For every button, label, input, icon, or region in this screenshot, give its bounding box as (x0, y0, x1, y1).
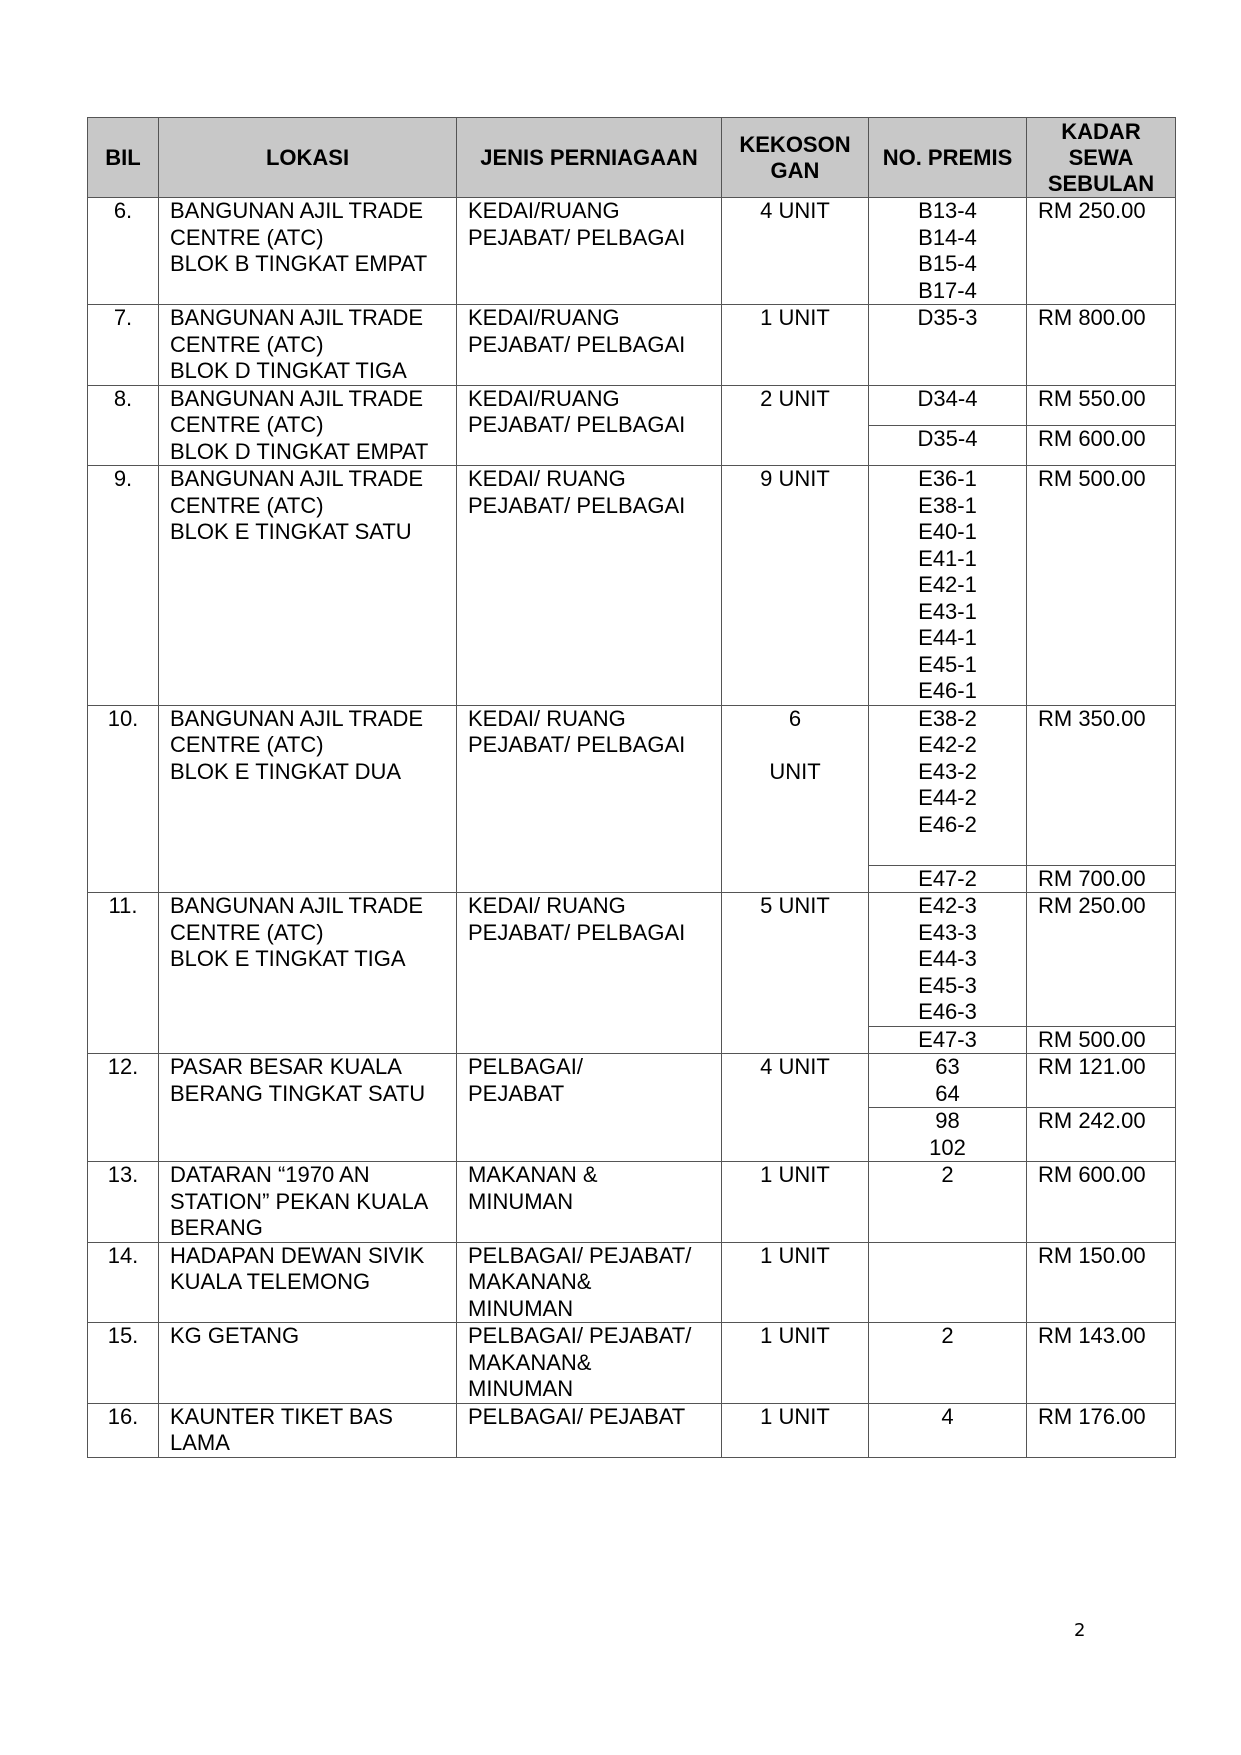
cell-kekosongan-line: 1 UNIT (760, 1403, 830, 1429)
cell-lokasi (159, 385, 457, 466)
cell-lokasi-line: BANGUNAN AJIL TRADE (170, 198, 424, 223)
cell-lokasi (159, 1054, 457, 1162)
cell-no-premis-line: E36-1 (918, 466, 977, 491)
cell-kekosongan (722, 198, 869, 305)
cell-jenis-perniagaan-line: PELBAGAI/ PEJABAT/ (468, 1242, 692, 1268)
cell-lokasi-line: BLOK E TINGKAT DUA (170, 758, 402, 784)
cell-kadar-sewa: RM 550.00 (1027, 385, 1176, 425)
table-row (88, 466, 1176, 706)
cell-kekosongan-line: 1 UNIT (760, 1323, 830, 1348)
cell-kekosongan (722, 893, 869, 1054)
cell-no-premis-line: E44-1 (918, 625, 977, 650)
cell-kekosongan (722, 1054, 869, 1162)
cell-no-premis-line: E40-1 (918, 519, 977, 544)
cell-no-premis-line: E41-1 (918, 545, 977, 571)
cell-jenis-perniagaan (457, 705, 722, 893)
cell-lokasi-line: PASAR BESAR KUALA (170, 1054, 402, 1079)
cell-no-premis-line: 2 (941, 1162, 954, 1187)
cell-no-premis-line: E42-2 (918, 732, 977, 757)
cell-lokasi-line: KUALA TELEMONG (170, 1269, 371, 1294)
vacancy-rental-table (87, 117, 1176, 1458)
cell-lokasi (159, 198, 457, 305)
cell-no-premis (869, 1403, 1027, 1457)
cell-no-premis-line: E47-2 (918, 865, 977, 891)
cell-lokasi (159, 705, 457, 893)
cell-bil: 11. (88, 893, 159, 1054)
cell-no-premis-line: B14-4 (918, 224, 977, 250)
cell-no-premis-line: 63 (935, 1054, 960, 1079)
table-row (88, 385, 1176, 425)
cell-no-premis-line: 4 (941, 1403, 954, 1429)
cell-lokasi-line: CENTRE (ATC) (170, 492, 324, 518)
cell-bil: 16. (88, 1403, 159, 1457)
cell-kekosongan-line: 2 UNIT (760, 385, 830, 411)
cell-lokasi (159, 893, 457, 1054)
cell-no-premis (869, 1026, 1027, 1054)
cell-no-premis-line: B15-4 (918, 251, 977, 276)
cell-jenis-perniagaan (457, 198, 722, 305)
cell-kekosongan-line (722, 732, 868, 759)
cell-lokasi (159, 305, 457, 386)
cell-kekosongan (722, 705, 869, 893)
cell-lokasi-line: STATION” PEKAN KUALA (170, 1188, 429, 1214)
cell-no-premis-line: E42-1 (918, 572, 977, 597)
cell-jenis-perniagaan-line: KEDAI/ RUANG (468, 893, 626, 918)
cell-no-premis (869, 305, 1027, 386)
cell-no-premis-line: E43-3 (918, 919, 977, 945)
header-no-premis: NO. PREMIS (869, 118, 1027, 198)
header-kadar-line: SEBULAN (1047, 170, 1155, 196)
cell-no-premis (869, 1108, 1027, 1162)
header-kekosongan (722, 118, 869, 198)
cell-kadar-sewa: RM 176.00 (1027, 1403, 1176, 1457)
cell-no-premis-line: E44-3 (918, 946, 977, 971)
cell-no-premis-line: E45-1 (918, 651, 977, 677)
cell-lokasi-line: BLOK D TINGKAT TIGA (170, 358, 407, 383)
cell-lokasi-line: KAUNTER TIKET BAS (170, 1403, 393, 1429)
page-number: 2 (1074, 1620, 1086, 1641)
cell-kekosongan-line: 4 UNIT (760, 198, 830, 223)
cell-lokasi-line: BERANG TINGKAT SATU (170, 1080, 426, 1106)
cell-lokasi-line: BERANG (170, 1215, 263, 1240)
table-row (88, 1242, 1176, 1323)
cell-jenis-perniagaan (457, 1162, 722, 1243)
cell-kekosongan (722, 466, 869, 706)
cell-no-premis-line: 64 (935, 1080, 960, 1106)
cell-jenis-perniagaan-line: MAKANAN & (468, 1162, 598, 1187)
cell-no-premis-line (869, 838, 1026, 865)
table-row (88, 1403, 1176, 1457)
cell-no-premis (869, 466, 1027, 706)
cell-jenis-perniagaan-line: PEJABAT/ PELBAGAI (468, 331, 686, 357)
table-row (88, 1054, 1176, 1108)
cell-no-premis-line: E45-3 (918, 972, 977, 998)
cell-lokasi-line: KG GETANG (170, 1323, 300, 1348)
cell-kadar-sewa: RM 700.00 (1027, 865, 1176, 893)
cell-no-premis-line: E43-1 (918, 598, 977, 624)
cell-no-premis-line: 98 (935, 1108, 960, 1133)
cell-jenis-perniagaan (457, 385, 722, 466)
cell-lokasi-line: BANGUNAN AJIL TRADE (170, 385, 424, 411)
cell-no-premis-line: D34-4 (917, 385, 978, 411)
header-lokasi: LOKASI (159, 118, 457, 198)
header-kadar-line: SEWA (1068, 144, 1134, 170)
cell-lokasi-line: BLOK D TINGKAT EMPAT (170, 438, 429, 464)
table-row (88, 305, 1176, 386)
cell-no-premis-line: B13-4 (918, 198, 977, 223)
cell-lokasi-line: BLOK E TINGKAT TIGA (170, 946, 406, 971)
cell-lokasi-line: BLOK E TINGKAT SATU (170, 519, 412, 544)
cell-jenis-perniagaan-line: PELBAGAI/ (468, 1054, 583, 1079)
cell-jenis-perniagaan (457, 1403, 722, 1457)
cell-bil: 13. (88, 1162, 159, 1243)
cell-jenis-perniagaan (457, 466, 722, 706)
header-kadar-line: KADAR (1061, 118, 1141, 144)
cell-kekosongan (722, 305, 869, 386)
cell-bil: 9. (88, 466, 159, 706)
cell-kadar-sewa: RM 500.00 (1027, 1026, 1176, 1054)
cell-lokasi-line: BANGUNAN AJIL TRADE (170, 466, 424, 491)
cell-lokasi-line: CENTRE (ATC) (170, 331, 324, 357)
cell-jenis-perniagaan (457, 1054, 722, 1162)
cell-no-premis-line: 2 (941, 1323, 954, 1348)
header-kekosongan-line: GAN (770, 157, 820, 183)
cell-lokasi (159, 466, 457, 706)
table-body (88, 198, 1176, 1458)
cell-no-premis (869, 1054, 1027, 1108)
table-row (88, 1162, 1176, 1243)
cell-kadar-sewa: RM 242.00 (1027, 1108, 1176, 1162)
cell-bil: 7. (88, 305, 159, 386)
cell-no-premis (869, 1323, 1027, 1404)
cell-no-premis-line: B17-4 (918, 277, 977, 303)
table-row (88, 198, 1176, 305)
cell-jenis-perniagaan-line: KEDAI/ RUANG (468, 705, 626, 731)
cell-no-premis (869, 1242, 1027, 1323)
cell-kadar-sewa: RM 150.00 (1027, 1242, 1176, 1323)
cell-jenis-perniagaan-line: MINUMAN (468, 1295, 574, 1321)
cell-kadar-sewa: RM 143.00 (1027, 1323, 1176, 1404)
cell-jenis-perniagaan-line: KEDAI/ RUANG (468, 466, 626, 491)
cell-no-premis-line: E46-1 (918, 678, 977, 703)
cell-jenis-perniagaan (457, 1323, 722, 1404)
cell-no-premis (869, 865, 1027, 893)
cell-no-premis-line: E43-2 (918, 758, 977, 784)
cell-lokasi-line: LAMA (170, 1430, 230, 1455)
cell-lokasi-line: CENTRE (ATC) (170, 732, 324, 757)
cell-kekosongan-line: 4 UNIT (760, 1054, 830, 1079)
cell-jenis-perniagaan (457, 1242, 722, 1323)
cell-no-premis-line: 102 (929, 1134, 966, 1160)
table-row (88, 705, 1176, 865)
cell-jenis-perniagaan-line: MAKANAN& (468, 1269, 592, 1294)
cell-jenis-perniagaan-line: PELBAGAI/ PEJABAT/ (468, 1323, 692, 1348)
cell-jenis-perniagaan-line: PEJABAT/ PELBAGAI (468, 412, 686, 437)
cell-kekosongan (722, 1323, 869, 1404)
cell-no-premis (869, 705, 1027, 865)
cell-no-premis (869, 893, 1027, 1027)
cell-no-premis-line: E46-3 (918, 999, 977, 1024)
header-kekosongan-line: KEKOSON (739, 131, 851, 157)
cell-jenis-perniagaan-line: KEDAI/RUANG (468, 305, 620, 330)
cell-bil: 8. (88, 385, 159, 466)
cell-lokasi-line: CENTRE (ATC) (170, 919, 324, 945)
cell-jenis-perniagaan-line: MINUMAN (468, 1376, 574, 1401)
cell-no-premis-line: E38-1 (918, 492, 977, 518)
cell-jenis-perniagaan-line: PEJABAT (468, 1080, 565, 1106)
cell-no-premis-line: E44-2 (918, 785, 977, 810)
cell-no-premis-line: E38-2 (918, 705, 977, 731)
table-row (88, 893, 1176, 1027)
cell-lokasi-line: BANGUNAN AJIL TRADE (170, 893, 424, 918)
cell-jenis-perniagaan-line: PELBAGAI/ PEJABAT (468, 1403, 686, 1429)
cell-lokasi (159, 1323, 457, 1404)
cell-jenis-perniagaan-line: KEDAI/RUANG (468, 385, 620, 411)
cell-jenis-perniagaan-line: PEJABAT/ PELBAGAI (468, 224, 686, 250)
cell-lokasi-line: BANGUNAN AJIL TRADE (170, 705, 424, 731)
cell-bil: 6. (88, 198, 159, 305)
cell-no-premis (869, 198, 1027, 305)
cell-jenis-perniagaan-line: MINUMAN (468, 1188, 574, 1214)
cell-lokasi-line: CENTRE (ATC) (170, 224, 324, 250)
cell-lokasi-line: CENTRE (ATC) (170, 412, 324, 437)
cell-no-premis (869, 385, 1027, 425)
cell-lokasi (159, 1242, 457, 1323)
header-jenis-perniagaan: JENIS PERNIAGAAN (457, 118, 722, 198)
cell-kekosongan-line: 1 UNIT (760, 1242, 830, 1268)
cell-no-premis-line: D35-3 (917, 305, 978, 330)
cell-jenis-perniagaan-line: PEJABAT/ PELBAGAI (468, 919, 686, 945)
cell-bil: 14. (88, 1242, 159, 1323)
cell-kadar-sewa: RM 800.00 (1027, 305, 1176, 386)
cell-no-premis-line: D35-4 (917, 425, 978, 451)
cell-lokasi-line: HADAPAN DEWAN SIVIK (170, 1242, 425, 1268)
cell-kadar-sewa: RM 350.00 (1027, 705, 1176, 865)
table-row (88, 1323, 1176, 1404)
cell-no-premis (869, 425, 1027, 465)
header-bil: BIL (88, 118, 159, 198)
cell-kekosongan (722, 1162, 869, 1243)
cell-kekosongan-line: 1 UNIT (760, 305, 830, 330)
cell-kadar-sewa: RM 500.00 (1027, 466, 1176, 706)
cell-jenis-perniagaan (457, 893, 722, 1054)
cell-bil: 15. (88, 1323, 159, 1404)
cell-no-premis-line: E47-3 (918, 1026, 977, 1052)
cell-jenis-perniagaan-line: KEDAI/RUANG (468, 198, 620, 223)
cell-lokasi (159, 1403, 457, 1457)
cell-kekosongan-line: 1 UNIT (760, 1162, 830, 1187)
header-kadar-sewa (1027, 118, 1176, 198)
table-header-row (88, 118, 1176, 198)
cell-kekosongan (722, 1242, 869, 1323)
cell-no-premis-line (869, 1243, 1026, 1270)
cell-jenis-perniagaan-line: PEJABAT/ PELBAGAI (468, 492, 686, 518)
cell-kadar-sewa: RM 121.00 (1027, 1054, 1176, 1108)
cell-kadar-sewa: RM 600.00 (1027, 425, 1176, 465)
cell-lokasi-line: DATARAN “1970 AN (170, 1162, 370, 1187)
cell-kekosongan (722, 1403, 869, 1457)
cell-kadar-sewa: RM 250.00 (1027, 198, 1176, 305)
cell-lokasi-line: BLOK B TINGKAT EMPAT (170, 251, 428, 276)
cell-no-premis (869, 1162, 1027, 1243)
cell-jenis-perniagaan-line: PEJABAT/ PELBAGAI (468, 732, 686, 757)
cell-no-premis-line: E42-3 (918, 893, 977, 918)
cell-bil: 12. (88, 1054, 159, 1162)
cell-lokasi-line: BANGUNAN AJIL TRADE (170, 305, 424, 330)
cell-kekosongan-line: 5 UNIT (760, 893, 830, 918)
cell-kadar-sewa: RM 600.00 (1027, 1162, 1176, 1243)
cell-kekosongan-line: 9 UNIT (760, 466, 830, 491)
cell-kekosongan-line: 6 (788, 705, 802, 731)
cell-lokasi (159, 1162, 457, 1243)
cell-no-premis-line: E46-2 (918, 811, 977, 837)
cell-kekosongan (722, 385, 869, 466)
cell-jenis-perniagaan-line: MAKANAN& (468, 1349, 592, 1375)
cell-bil: 10. (88, 705, 159, 893)
cell-kekosongan-line: UNIT (769, 758, 821, 784)
cell-jenis-perniagaan (457, 305, 722, 386)
cell-kadar-sewa: RM 250.00 (1027, 893, 1176, 1027)
